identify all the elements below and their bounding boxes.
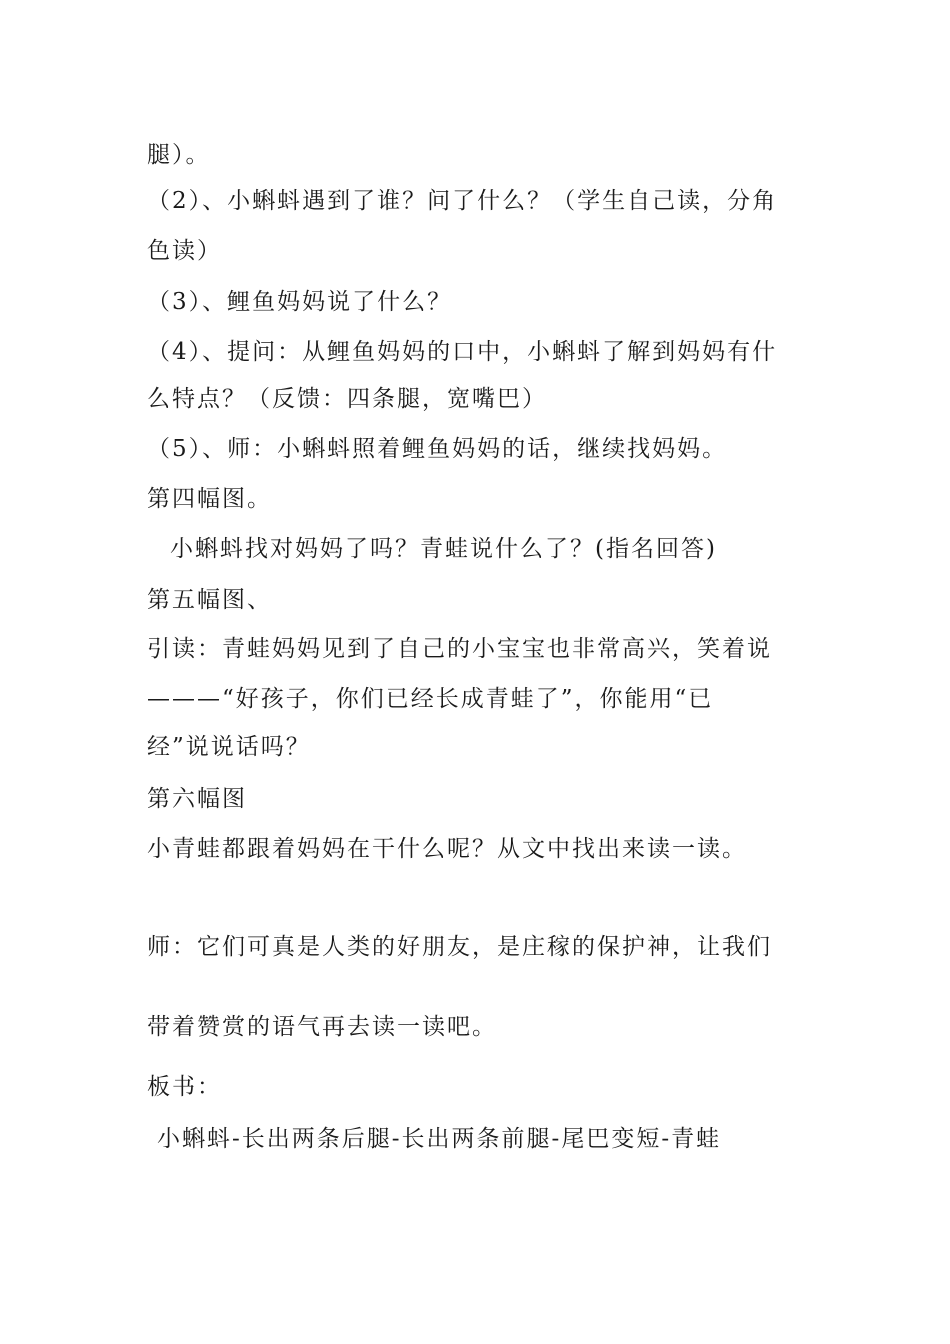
- text-line: 师：它们可真是人类的好朋友，是庄稼的保护神，让我们: [147, 934, 772, 960]
- text-line: 么特点？（反馈：四条腿，宽嘴巴）: [147, 386, 547, 412]
- section-heading-6: 第六幅图: [147, 786, 247, 812]
- section-heading-5: 第五幅图、: [147, 587, 272, 613]
- text-line: 腿）。: [147, 142, 211, 168]
- text-line: 小青蛙都跟着妈妈在干什么呢？从文中找出来读一读。: [147, 836, 747, 862]
- text-line: 引读：青蛙妈妈见到了自己的小宝宝也非常高兴，笑着说: [147, 636, 772, 662]
- blackboard-heading: 板书：: [147, 1074, 222, 1100]
- question-3-line: （3）、鲤鱼妈妈说了什么？: [147, 289, 453, 315]
- question-5-line: （5）、师：小蝌蚪照着鲤鱼妈妈的话，继续找妈妈。: [147, 436, 728, 462]
- question-4-line: （4）、提问：从鲤鱼妈妈的口中，小蝌蚪了解到妈妈有什: [147, 339, 778, 365]
- text-line: ———“好孩子，你们已经长成青蛙了”，你能用“已: [147, 686, 714, 712]
- blackboard-content: 小蝌蚪-长出两条后腿-长出两条前腿-尾巴变短-青蛙: [157, 1126, 722, 1152]
- question-2-line: （2）、小蝌蚪遇到了谁？问了什么？（学生自己读，分角: [147, 188, 778, 214]
- text-line: 小蝌蚪找对妈妈了吗？青蛙说什么了？(指名回答): [170, 536, 717, 562]
- text-line: 经”说说话吗？: [147, 734, 311, 760]
- text-line: 带着赞赏的语气再去读一读吧。: [147, 1014, 497, 1040]
- section-heading-4: 第四幅图。: [147, 486, 272, 512]
- text-line: 色读）: [147, 238, 222, 264]
